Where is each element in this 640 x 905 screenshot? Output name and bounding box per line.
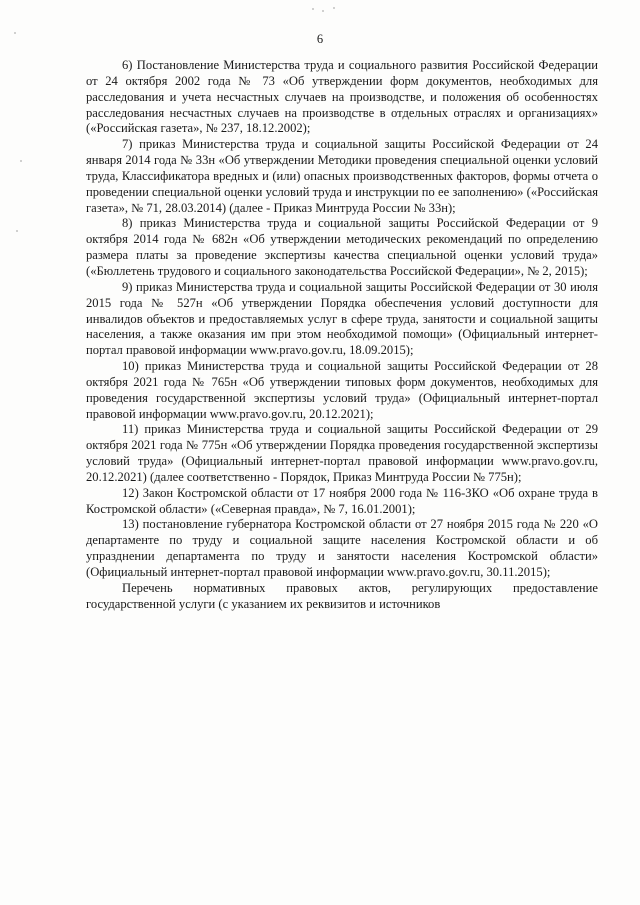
list-item: 10) приказ Министерства труда и социальной защиты Российской Федерации от 28 октября 2021 года № 765н «Об утверждении типовых форм документов, необходимых для проведения государственной экспертизы условий труда» (Официальный интернет-портал правовой информации www.pravo.gov.ru, 20.12.2021); [86, 359, 598, 421]
scan-speck [333, 7, 335, 9]
list-item: 12) Закон Костромской области от 17 ноября 2000 года № 116-ЗКО «Об охране труда в Костромской области» («Северная правда», № 7, 16.01.2001); [86, 485, 598, 516]
list-item: 7) приказ Министерства труда и социальной защиты Российской Федерации от 24 января 2014 года № 33н «Об утверждении Методики проведения специальной оценки условий труда, Классификатора вредных и (или) опасных производственных факторов, формы отчета о проведении специальной оценки условий труда и инструкции по ее заполнению» («Российская газета», № 71, 28.03.2014) (далее - Приказ Минтруда России № 33н); [86, 137, 598, 215]
page-number: 6 [316, 32, 324, 46]
closing-paragraph: Перечень нормативных правовых актов, регулирующих предоставление государственной услуги (с указанием их реквизитов и источников [86, 580, 598, 611]
document-body [86, 58, 598, 613]
scan-speck [312, 8, 314, 10]
scan-speck [20, 160, 22, 162]
scan-speck [16, 230, 18, 232]
list-item: 6) Постановление Министерства труда и социального развития Российской Федерации от 24 октября 2002 года № 73 «Об утверждении форм документов, необходимых для расследования и учета несчастных случаев на производстве, и положения об особенностях расследования несчастных случаев на производстве в отдельных отраслях и организациях» («Российская газета», № 237, 18.12.2002); [86, 58, 598, 136]
list-item: 9) приказ Министерства труда и социальной защиты Российской Федерации от 30 июля 2015 года № 527н «Об утверждении Порядка обеспечения условий доступности для инвалидов объектов и предоставляемых услуг в сфере труда, занятости и социальной защиты населения, а также оказания им при этом необходимой помощи» (Официальный интернет-портал правовой информации www.pravo.gov.ru, 18.09.2015); [86, 279, 598, 358]
list-item: 11) приказ Министерства труда и социальной защиты Российской Федерации от 29 октября 2021 года № 775н «Об утверждении Порядка проведения государственной экспертизы условий труда» (Официальный интернет-портал правовой информации www.pravo.gov.ru, 20.12.2021) (далее соответственно - Порядок, Приказ Минтруда России № 775н); [86, 422, 598, 484]
list-item: 13) постановление губернатора Костромской области от 27 ноября 2015 года № 220 «О департаменте по труду и социальной защите населения Костромской области и об упразднении департамента по труду и занятости населения Костромской области» (Официальный интернет-портал правовой информации www.pravo.gov.ru, 30.11.2015); [86, 517, 598, 579]
list-item: 8) приказ Министерства труда и социальной защиты Российской Федерации от 9 октября 2014 года № 682н «Об утверждении методических рекомендаций по определению размера платы за проведение экспертизы качества специальной оценки условий труда» («Бюллетень трудового и социального законодательства Российской Федерации», № 2, 2015); [86, 216, 598, 278]
scan-speck [322, 10, 324, 12]
